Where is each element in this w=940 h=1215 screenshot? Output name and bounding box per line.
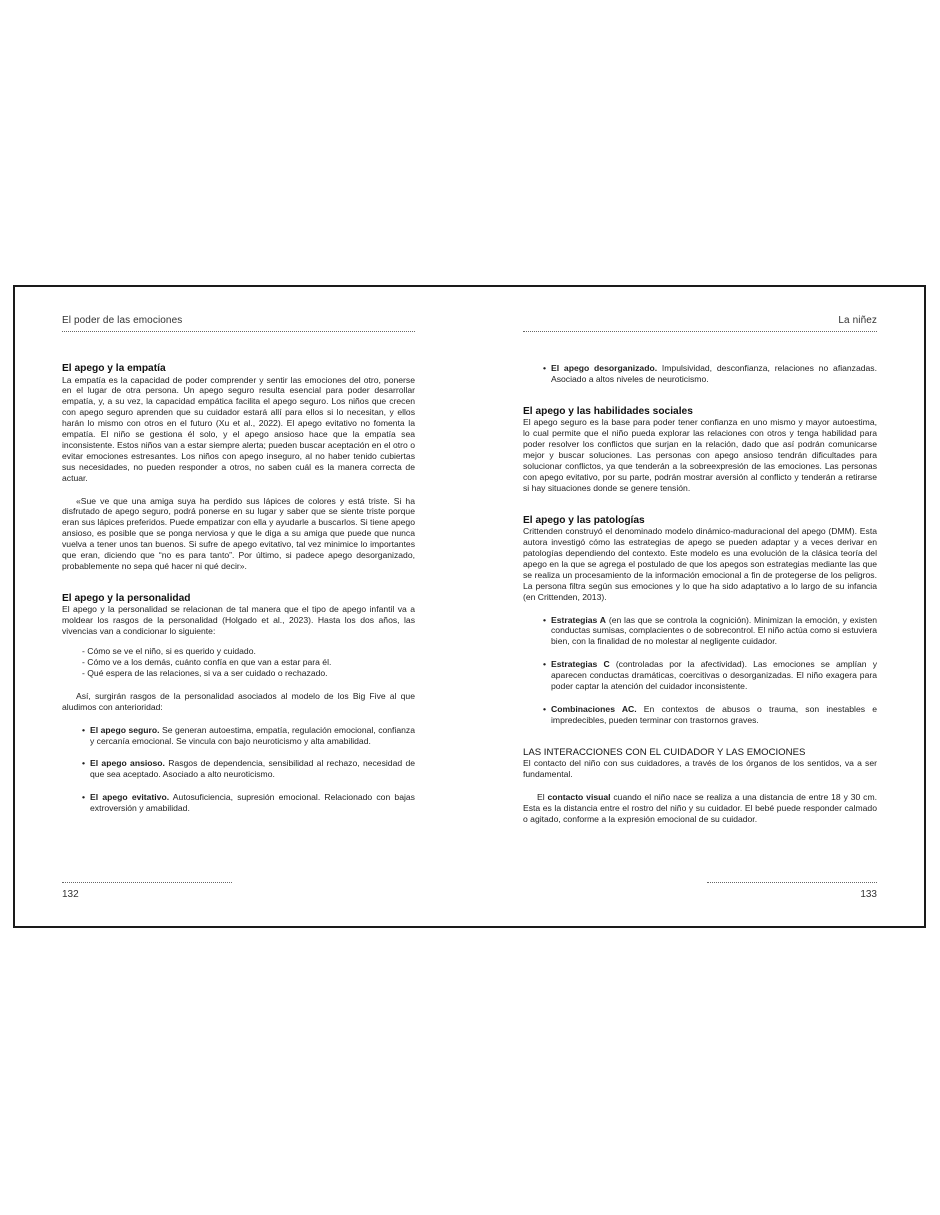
- paragraph-empatia: La empatía es la capacidad de poder comprender y sentir las emociones del otro, ponerse en el lugar de otra persona. Un apego seguro resulta esencial para poder desarrollar empatía, y, a su vez, la capacidad empática facilita el apego seguro. Los niños que crecen con apego seguro aprenden que su cuidador estará allí para ellos si lo necesitan, y ellos harán lo mismo con otros en el futuro (Xu et al., 2022). El apego evitativo no fomenta la empatía. El niño se gestiona él solo, y el apego ansioso hace que la empatía sea inconsistente. Estos niños van a estar siempre alerta; pueden buscar aceptación en el otro o evitar emociones estresantes. Los niños con apego inseguro, al no haber tenido cubiertas sus necesidades, no pueden responder a otros, no saben cuál es la manera correcta de actuar.: [62, 374, 415, 483]
- contacto-visual-text: cuando el niño nace se realiza a una distancia de entre 18 y 30 cm. Esta es la distancia entre el rostro del niño y su cuidador. El bebé puede responder calmado o agitado, conforme a la expresión emocional de su cuidador.: [523, 792, 877, 824]
- bullet-term: Estrategias A: [551, 614, 607, 625]
- paragraph-patologias: Crittenden construyó el denominado modelo dinámico-maduracional del apego (DMM). Esta autora investigó cómo las estrategias de apego se pueden adaptar y a veces derivar en patologías dependiendo del contexto. Este modelo es una evolución de la clásica teoría del apego en la que se agrega el postulado de que los apegos son estrategias mediante las que se realiza un procesamiento de la información emocional a fin de protegerse de los peligros. La persona filtra según sus emociones y lo que ha sido adaptativo a lo largo de su infancia (en Crittenden, 2013).: [523, 526, 877, 602]
- bullet-icon: •: [543, 659, 547, 670]
- page-number-right: 133: [860, 889, 877, 900]
- contacto-visual-term: contacto visual: [547, 792, 611, 803]
- paragraph-contacto-visual: [523, 792, 877, 825]
- right-page-content: [523, 363, 877, 825]
- section-title-empatia: El apego y la empatía: [62, 363, 166, 374]
- bullet-icon: •: [543, 363, 547, 373]
- dash-list-item: - Qué espera de las relaciones, si va a ser cuidado o rechazado.: [82, 667, 328, 678]
- book-spread: [13, 285, 926, 928]
- section-title-patologias: El apego y las patologías: [523, 514, 645, 526]
- bullet-text: (en las que se controla la cognición). Minimizan la emoción, y existen conductas sumisas, complacientes o de sobrecontrol. El niño actúa como si estuviera bien, con la finalidad de no molestar al negligente cuidador.: [551, 614, 878, 647]
- header-rule-right: [523, 331, 877, 332]
- header-rule-left: [62, 331, 415, 332]
- bullet-apego-seguro: [62, 725, 415, 747]
- running-head-right: La niñez: [838, 315, 877, 326]
- section-title-personalidad: El apego y la personalidad: [62, 592, 191, 604]
- bullet-text: Autosuficiencia, supresión emocional. Relacionado con bajas extroversión y amabilidad.: [90, 792, 415, 814]
- quote-sue: «Sue ve que una amiga suya ha perdido sus lápices de colores y está triste. Si ha disfrutado de apego seguro, podrá ponerse en su lugar y saber que se siente triste porque eran sus lápices preferidos. Puede empatizar con ella y ayudarle a buscarlos. Si tiene apego ansioso, es posible que se ponga nerviosa y que le diga a su amiga que puede que nunca vuelva a tener unos tan buenos. Si sufre de apego evitativo, tal vez minimice lo importantes que eran, diciendo que “no es para tanto”. Por último, si padece apego desorganizado, probablemente no sepa qué hacer ni qué decir».: [62, 495, 415, 571]
- dash-list: [62, 646, 415, 679]
- dash-list-item: - Cómo ve a los demás, cuánto confía en que van a estar para él.: [82, 657, 332, 668]
- bullet-term: El apego evitativo.: [90, 792, 170, 803]
- bullet-apego-evitativo: [62, 792, 415, 814]
- bullet-icon: •: [82, 758, 86, 769]
- bullet-text: Se generan autoestima, empatía, regulación emocional, confianza y cercanía emocional. Se vincula con bajo neuroticismo y alta amabilidad.: [90, 724, 415, 746]
- left-page: [62, 287, 415, 926]
- contacto-visual-pre: El: [537, 792, 548, 803]
- bullet-apego-desorganizado: [523, 363, 877, 385]
- bullet-estrategias-c: [523, 659, 877, 692]
- bullet-term: Combinaciones AC.: [551, 703, 637, 714]
- right-page: [523, 287, 877, 926]
- left-page-content: [62, 363, 415, 814]
- bullet-term: El apego ansioso.: [90, 758, 165, 769]
- paragraph-personalidad: El apego y la personalidad se relacionan de tal manera que el tipo de apego infantil va a moldear los rasgos de la personalidad (Holgado et al., 2023). Hasta los dos años, las vivencias van a condicionar lo siguiente:: [62, 604, 415, 637]
- paragraph-contacto: El contacto del niño con sus cuidadores, a través de los órganos de los sentidos, va a ser fundamental.: [523, 758, 877, 780]
- bullet-term: Estrategias C: [551, 659, 610, 670]
- dash-list-item: - Cómo se ve el niño, si es querido y cuidado.: [82, 646, 256, 657]
- bullet-text: (controladas por la afectividad). Las emociones se amplían y aparecen conductas dramáticas, coercitivas o desorganizadas. El niño exagera para poder captar la atención del cuidador inconsistente.: [551, 659, 877, 692]
- section-title-habilidades: El apego y las habilidades sociales: [523, 405, 693, 417]
- bullet-icon: •: [543, 703, 547, 714]
- bullet-icon: •: [82, 724, 86, 735]
- bullet-combinaciones-ac: [523, 704, 877, 726]
- bullet-term: El apego desorganizado.: [551, 363, 658, 373]
- bullet-apego-ansioso: [62, 758, 415, 780]
- bullet-term: El apego seguro.: [90, 724, 160, 735]
- paragraph-big-five: Así, surgirán rasgos de la personalidad asociados al modelo de los Big Five al que aludimos con anterioridad:: [62, 690, 415, 712]
- page-number-left: 132: [62, 889, 79, 900]
- bullet-text: En contextos de abusos o trauma, son inestables e impredecibles, pueden terminar con trastornos graves.: [551, 703, 877, 725]
- section-title-interacciones: LAS INTERACCIONES CON EL CUIDADOR Y LAS EMOCIONES: [523, 746, 806, 758]
- bullet-text: Rasgos de dependencia, sensibilidad al rechazo, necesidad de que sea aceptado. Asociado a alto neuroticismo.: [90, 758, 415, 780]
- bullet-text: Impulsividad, desconfianza, relaciones no afianzadas. Asociado a altos niveles de neuroticismo.: [551, 363, 877, 384]
- bullet-estrategias-a: [523, 615, 877, 648]
- bullet-icon: •: [543, 614, 547, 625]
- footer-rule-left: [62, 882, 232, 883]
- running-head-left: El poder de las emociones: [62, 315, 183, 326]
- bullet-icon: •: [82, 792, 86, 803]
- footer-rule-right: [707, 882, 877, 883]
- paragraph-habilidades: El apego seguro es la base para poder tener confianza en uno mismo y mayor autoestima, lo cual permite que el niño pueda explorar las relaciones con otros y tenga habilidad para poder resolver los conflictos que surjan en la relación, dado que así podrán comunicarse mejor y buscar soluciones. Las personas con apego ansioso tendrán dificultades para solucionar conflictos, ya que tenderán a la sobreexpresión de las emociones. Las personas con apego evitativo, por su parte, podrán mostrar aversión al conflicto y tenderán a retirarse si hay situaciones donde se genere tensión.: [523, 417, 877, 493]
